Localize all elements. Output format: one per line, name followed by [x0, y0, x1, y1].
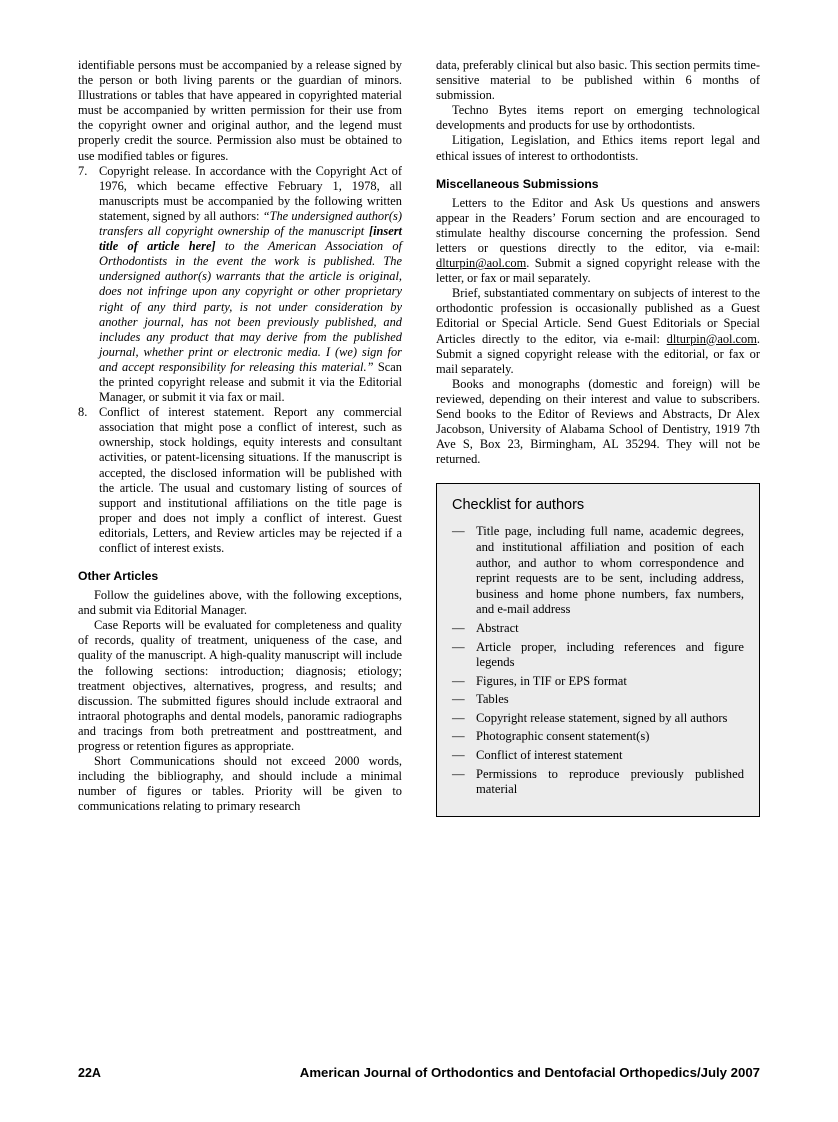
checklist-item-label: Permissions to reproduce previously published material	[476, 766, 744, 797]
page-content	[78, 58, 760, 817]
editor-email-link-2[interactable]: dlturpin@aol.com	[666, 331, 757, 346]
misc-paragraph-2-part1: Brief, substantiated commentary on subjects of interest to the orthodontic profession is occasionally published as a Guest Editorial or Special Article. Send Guest Editorials or Special Articles directly to the editor, via e-mail:	[436, 286, 760, 346]
dash-icon: —	[452, 710, 465, 725]
dash-icon: —	[452, 766, 465, 781]
misc-paragraph-1-part1: Letters to the Editor and Ask Us questions and answers appear in the Readers’ Forum section and are encouraged to stimulate healthy discourse concerning the profession. Send letters or questions directly to the editor, via e-mail:	[436, 195, 760, 255]
list-item-number: 7.	[78, 163, 88, 178]
checklist-item	[452, 711, 744, 727]
checklist-item	[452, 674, 744, 690]
misc-paragraph-1	[436, 196, 760, 287]
dash-icon: —	[452, 673, 465, 688]
dash-icon: —	[452, 524, 465, 539]
dash-icon: —	[452, 692, 465, 707]
list-item	[78, 164, 402, 406]
checklist-item-label: Copyright release statement, signed by all authors	[476, 710, 728, 725]
checklist-item	[452, 640, 744, 671]
section-heading-other-articles: Other Articles	[78, 569, 159, 584]
page-number: 22A	[78, 1066, 101, 1080]
right-paragraph-3: Litigation, Legislation, and Ethics items report legal and ethical issues of interest to orthodontists.	[436, 133, 760, 163]
checklist-item-label: Title page, including full name, academic degrees, and institutional affiliation and position of each author, and author to whom correspondence and reprint requests are to be sent, including address, business and home phone numbers, fax numbers, and e-mail address	[476, 524, 744, 617]
two-column-layout	[78, 58, 760, 817]
checklist-item	[452, 524, 744, 618]
list-item	[78, 405, 402, 556]
copyright-quote-insert-title: [insert title of article here]	[99, 224, 402, 254]
journal-citation: American Journal of Orthodontics and Dentofacial Orthopedics/July 2007	[299, 1065, 760, 1080]
copyright-quote-part1: “The undersigned author(s) transfers all copyright ownership of the manuscript	[99, 208, 402, 239]
checklist-item-label: Abstract	[476, 620, 519, 635]
checklist-item-label: Figures, in TIF or EPS format	[476, 673, 627, 688]
misc-paragraph-3: Books and monographs (domestic and foreign) will be reviewed, depending on their interest and value to subscribers. Send books to the Editor of Reviews and Abstracts, Dr Alex Jacobson, University of Alabama School of Dentistry, 1919 7th Ave S, Box 23, Birmingham, AL 35294. They will not be returned.	[436, 376, 760, 467]
dash-icon: —	[452, 620, 465, 635]
editor-email-link-1[interactable]: dlturpin@aol.com	[436, 256, 527, 271]
dash-icon: —	[452, 639, 465, 654]
continued-paragraph: identifiable persons must be accompanied by a release signed by the person or both living parents or the guardian of minors. Illustrations or tables that have appeared in copyrighted material must be accompanied by written permission for their use from the copyright owner and original author, and the legend must properly credit the source. Permission also must be obtained to use modified tables or figures.	[78, 58, 402, 163]
right-paragraph-2: Techno Bytes items report on emerging technological developments and products for use by orthodontists.	[436, 103, 760, 133]
numbered-list	[78, 164, 402, 556]
page-footer	[78, 1065, 760, 1080]
misc-paragraph-2	[436, 286, 760, 377]
misc-paragraph-2-part2: . Submit a signed copyright release with the editorial, or fax or mail separately.	[436, 331, 760, 376]
list-item-lead: Copyright release. In accordance with the Copyright Act of 1976, which became effective February 1, 1978, all manuscripts must be accompanied by the following written statement, signed by all authors:	[99, 163, 402, 223]
checklist-item	[452, 767, 744, 798]
checklist-item	[452, 621, 744, 637]
checklist-items	[452, 524, 744, 798]
misc-paragraph-1-part2: . Submit a signed copyright release with the letter, or fax or mail separately.	[436, 256, 760, 286]
other-articles-paragraph-3: Short Communications should not exceed 2000 words, including the bibliography, and should include a minimal number of figures or tables. Priority will be given to communications relating to primary research	[78, 754, 402, 814]
checklist-item-label: Conflict of interest statement	[476, 748, 623, 763]
checklist-item	[452, 748, 744, 764]
checklist-item-label: Photographic consent statement(s)	[476, 729, 650, 744]
list-item-lead: Conflict of interest statement. Report any commercial association that might pose a conflict of interest, such as ownership, stock holdings, equity interests and consultant activities, or patent-licensing situations. If the manuscript is accepted, the disclosed information will be published with the article. The usual and customary listing of sources of support and institutional affiliations on the title page is proper and does not imply a conflict of interest. Guest editorials, Letters, and Review articles may be rejected if a conflict of interest exists.	[99, 405, 402, 555]
left-column	[78, 58, 402, 815]
checklist-item-label: Article proper, including references and figure legends	[476, 639, 744, 670]
checklist-title: Checklist for authors	[452, 497, 585, 514]
other-articles-paragraph-1: Follow the guidelines above, with the following exceptions, and submit via Editorial Manager.	[78, 588, 402, 618]
list-item-number: 8.	[78, 405, 88, 420]
section-heading-miscellaneous-submissions: Miscellaneous Submissions	[436, 176, 599, 191]
dash-icon: —	[452, 748, 465, 763]
copyright-tail: Scan the printed copyright release and submit it via the Editorial Manager, or submit it via fax or mail.	[99, 359, 402, 405]
right-column	[436, 58, 760, 817]
checklist-box	[436, 483, 760, 817]
checklist-item	[452, 729, 744, 745]
checklist-item	[452, 692, 744, 708]
dash-icon: —	[452, 729, 465, 744]
other-articles-paragraph-2: Case Reports will be evaluated for completeness and quality of records, quality of treatment, uniqueness of the case, and quality of the manuscript. A high-quality manuscript will include the following sections: introduction; diagnosis; etiology; treatment objectives, alternatives, progress, and results; and discussion. The submitted figures should include extraoral and intraoral photographs and dental models, panoramic radiographs and tracings from both pretreatment and posttreatment, and progress or retention figures as appropriate.	[78, 618, 402, 754]
copyright-quote-part2: to the American Association of Orthodontists in the event the work is published. The undersigned author(s) warrants that the article is original, does not infringe upon any copyright or other proprietary right of any third party, is not under consideration by another journal, has not been previously published, and includes any product that may derive from the published journal, whether print or electronic media. I (we) sign for and accept responsibility for releasing this material.”	[99, 239, 402, 374]
right-paragraph-1: data, preferably clinical but also basic. This section permits time-sensitive material to be published within 6 months of submission.	[436, 58, 760, 103]
checklist-item-label: Tables	[476, 692, 509, 707]
